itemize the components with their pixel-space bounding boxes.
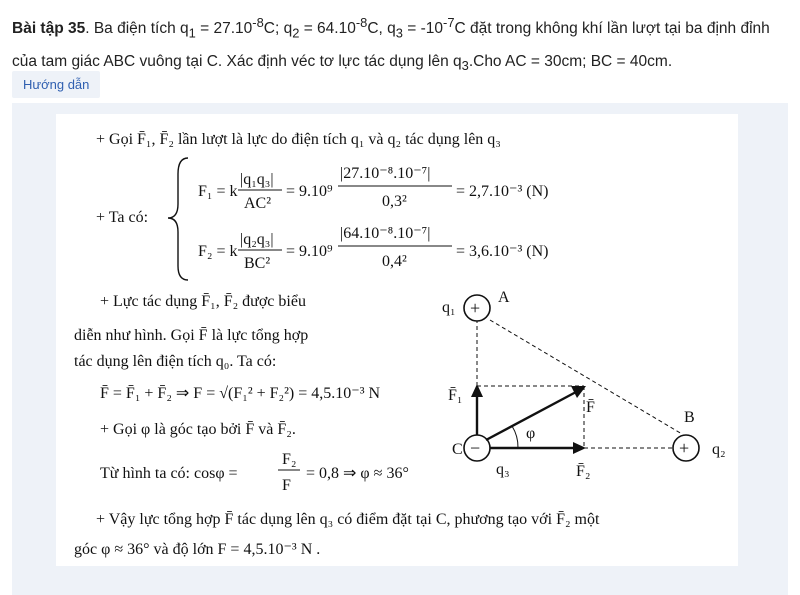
f2-den: BC²: [244, 255, 271, 272]
guide-button[interactable]: Hướng dẫn: [12, 71, 100, 98]
dashed-line-ab: [490, 320, 682, 434]
sub: 3: [395, 25, 403, 41]
q1-label: q₁: [442, 299, 456, 316]
q2-sign: +: [679, 438, 690, 458]
solution-line-9a: Từ hình ta có: cosφ =: [100, 465, 238, 482]
solution-line-5: diễn như hình. Gọi F̄ là lực tổng hợp: [74, 327, 309, 344]
solution-line-8: + Gọi φ là góc tạo bởi F̄ và F̄₂.: [100, 421, 296, 438]
f2-eq: = 9.10⁹: [286, 243, 333, 260]
phi-label: φ: [526, 425, 536, 442]
f1-eq: = 9.10⁹: [286, 183, 333, 200]
problem-text: . Ba điện tích q: [85, 20, 189, 38]
problem-text: = 27.10: [195, 20, 253, 38]
solution-line-11: góc φ ≈ 36° và độ lớn F = 4,5.10⁻³ N .: [74, 541, 321, 558]
problem-statement: [12, 8, 788, 80]
sub: 3: [461, 58, 469, 74]
point-a-label: A: [498, 289, 510, 306]
solution-line-7: F̄ = F̄₁ + F̄₂ ⇒ F = √(F₁² + F₂²) = 4,5.10⁻³ N: [100, 385, 381, 402]
f-label: F̄: [586, 399, 595, 416]
solution-panel: [12, 103, 788, 595]
problem-text: C; q: [263, 20, 293, 38]
f1-den: AC²: [244, 195, 272, 212]
f2-num2: |64.10⁻⁸.10⁻⁷|: [340, 225, 431, 242]
f2-den2: 0,4²: [382, 253, 407, 270]
f1-res: = 2,7.10⁻³ (N): [456, 183, 549, 200]
force-diagram: [442, 289, 726, 480]
f1-label: F̄₁: [448, 387, 463, 404]
problem-title: Bài tập 35: [12, 20, 86, 38]
f1-arrowhead: [471, 384, 483, 397]
q3-sign: −: [470, 438, 481, 458]
solution-line-1: + Gọi F̄₁, F̄₂ lần lượt là lực do điện tích q₁ và q₂ tác dụng lên q₃: [96, 131, 501, 148]
sub: 1: [188, 25, 196, 41]
problem-text: = 64.10: [299, 20, 356, 38]
solution-line-6: tác dụng lên điện tích q₀. Ta có:: [74, 353, 277, 370]
solution-line-9-num: F₂: [282, 451, 297, 468]
problem-text: C, q: [367, 20, 396, 38]
f1-den2: 0,3²: [382, 193, 407, 210]
solution-image: [56, 114, 738, 566]
solution-svg: [56, 114, 738, 566]
q3-label: q₃: [496, 461, 510, 478]
solution-line-10: + Vậy lực tổng hợp F̄ tác dụng lên q₃ có điểm đặt tại C, phương tạo với F̄₂ một: [96, 511, 600, 528]
sub: 2: [292, 25, 300, 41]
f2-label: F̄₂: [576, 463, 591, 480]
q1-sign: +: [470, 298, 481, 318]
f1-num2: |27.10⁻⁸.10⁻⁷|: [340, 165, 431, 182]
sup: -8: [252, 15, 264, 30]
problem-text: .Cho AC = 30cm; BC = 40cm.: [468, 53, 673, 71]
f1-lhs: F₁ = k: [198, 183, 238, 200]
solution-line-9b: = 0,8 ⇒ φ ≈ 36°: [306, 465, 409, 482]
point-c-label: C: [452, 441, 463, 458]
problem-text: = -10: [402, 20, 444, 38]
solution-line-4: + Lực tác dụng F̄₁, F̄₂ được biểu: [100, 293, 306, 310]
f2-num: |q₂q₃|: [240, 231, 274, 248]
sup: -7: [443, 15, 455, 30]
f2-res: = 3,6.10⁻³ (N): [456, 243, 549, 260]
f1-num: |q₁q₃|: [240, 171, 274, 188]
q2-label: q₂: [712, 441, 726, 458]
sup: -8: [355, 15, 368, 30]
point-b-label: B: [684, 409, 695, 426]
f2-lhs: F₂ = k: [198, 243, 238, 260]
problem-text: C đặt trong không khí lần lượt tại ba định đỉnh của tam giác ABC vuông tại C. Xác định véc tơ lực tác dụng lên q: [12, 20, 770, 71]
left-brace: [168, 158, 188, 280]
phi-arc: [512, 426, 518, 448]
solution-line-9-den: F: [282, 477, 291, 494]
taco-label: + Ta có:: [96, 209, 149, 226]
